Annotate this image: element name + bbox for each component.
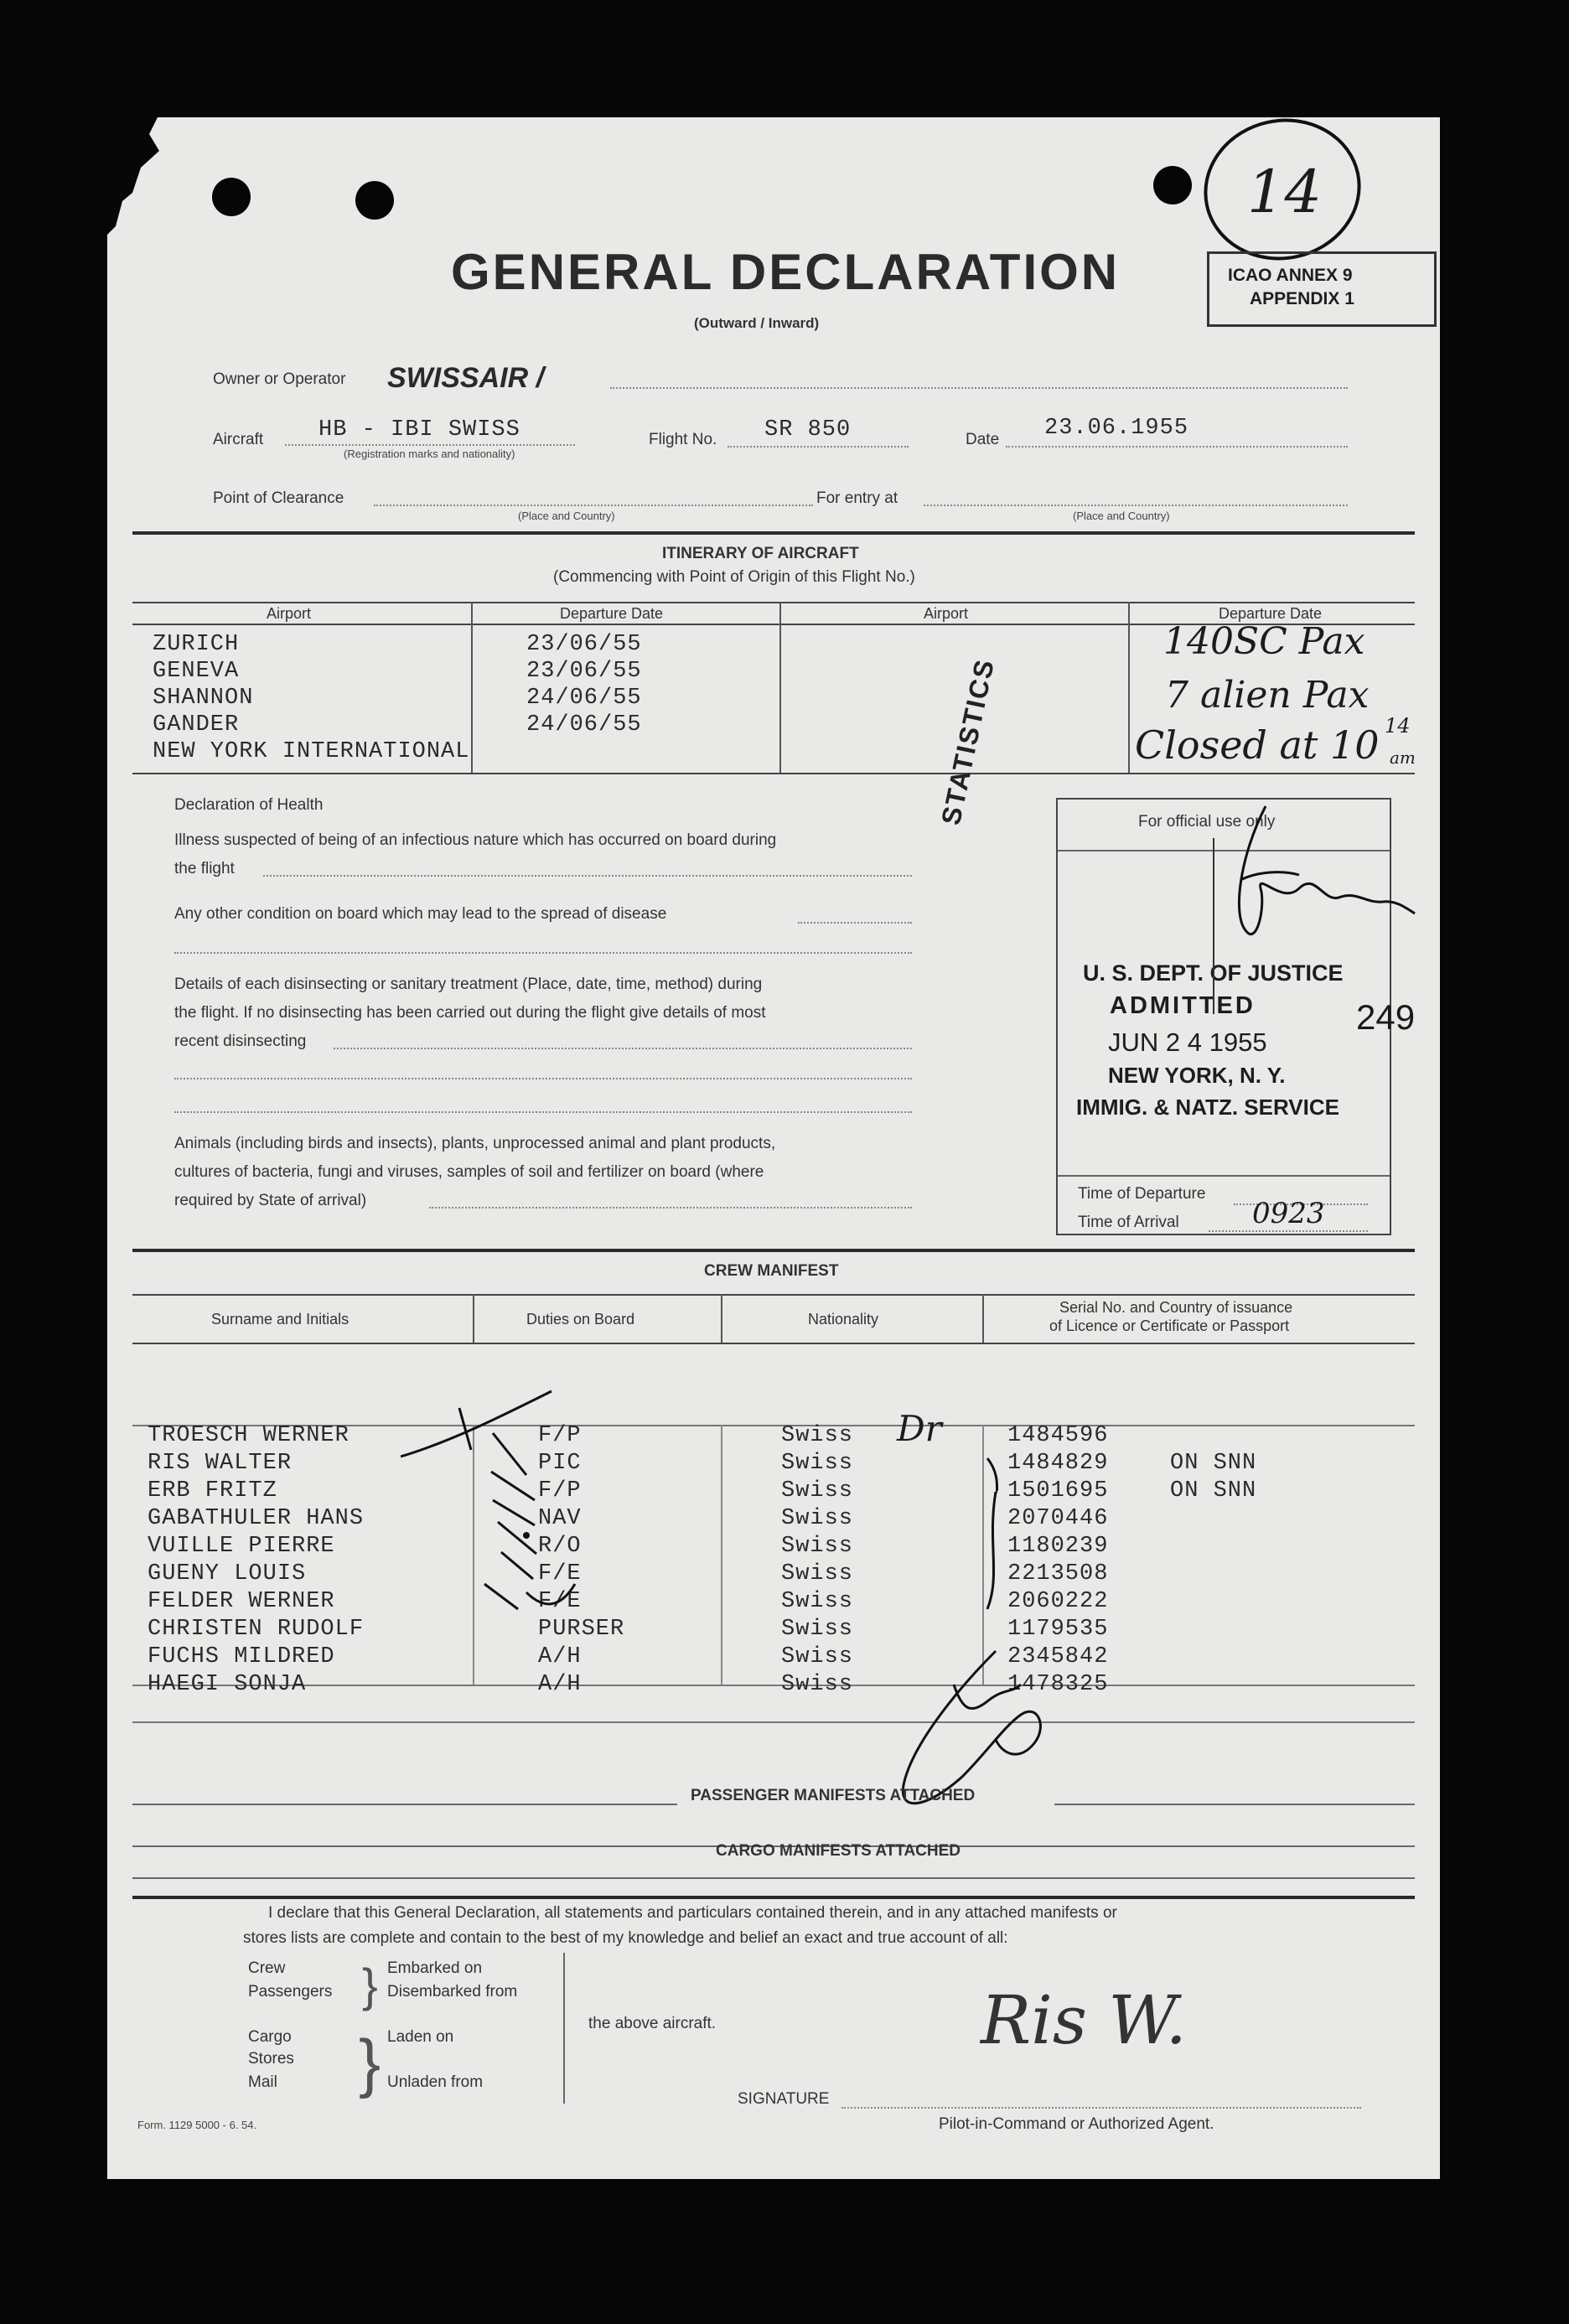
- crew-nationality: Swiss: [781, 1672, 854, 1697]
- crew-extra: ON SNN: [1170, 1451, 1257, 1476]
- itinerary-subtitle: (Commencing with Point of Origin of this Flight No.): [553, 568, 915, 586]
- page-number: 14: [1247, 158, 1323, 226]
- owner-label: Owner or Operator: [213, 370, 346, 388]
- crew-name: CHRISTEN RUDOLF: [148, 1617, 365, 1642]
- crew-col-name: Surname and Initials: [211, 1311, 350, 1328]
- health-q3-line3: recent disinsecting: [174, 1033, 307, 1050]
- crew-serial: 2070446: [1007, 1506, 1109, 1531]
- form-number: Form. 1129 5000 - 6. 54.: [137, 2119, 257, 2131]
- crew-title: CREW MANIFEST: [704, 1262, 839, 1280]
- itinerary-handwritten-2: 7 alien Pax: [1165, 674, 1370, 717]
- crew-extra: ON SNN: [1170, 1478, 1257, 1504]
- official-use-label: For official use only: [1138, 813, 1276, 831]
- health-q4-line1: Animals (including birds and insects), plants, unprocessed animal and plant products,: [174, 1135, 776, 1152]
- crew-nationality: Swiss: [781, 1589, 854, 1614]
- clearance-note: (Place and Country): [518, 510, 615, 522]
- crew-col-nationality: Nationality: [808, 1311, 879, 1328]
- crew-serial: 1179535: [1007, 1617, 1109, 1642]
- itinerary-date-4: 24/06/55: [526, 712, 642, 738]
- decl-disembarked: Disembarked from: [387, 1983, 518, 2001]
- time-of-arrival-value: 0923: [1252, 1197, 1325, 1230]
- crew-name: FUCHS MILDRED: [148, 1644, 335, 1669]
- crew-serial: 1478325: [1007, 1672, 1109, 1697]
- aircraft-note: (Registration marks and nationality): [344, 448, 515, 460]
- crew-nationality: Swiss: [781, 1478, 854, 1504]
- health-q1-line2: the flight: [174, 860, 235, 877]
- form-subtitle: (Outward / Inward): [694, 315, 820, 331]
- crew-serial: 1501695: [1007, 1478, 1109, 1504]
- aircraft-value: HB - IBI SWISS: [318, 417, 520, 443]
- crew-signature-scribble: [862, 1634, 1080, 1844]
- punch-hole-right: [1153, 166, 1192, 204]
- itinerary-airport-3: SHANNON: [153, 686, 254, 711]
- entry-note: (Place and Country): [1073, 510, 1170, 522]
- crew-name: TROESCH WERNER: [148, 1423, 350, 1448]
- clearance-label: Point of Clearance: [213, 489, 344, 507]
- health-q3-line1: Details of each disinsecting or sanitary treatment (Place, date, time, method) during: [174, 976, 763, 993]
- crew-nationality: Swiss: [781, 1644, 854, 1669]
- crew-nationality: Swiss: [781, 1561, 854, 1586]
- torn-corner: [107, 117, 174, 235]
- annex-line2: APPENDIX 1: [1250, 289, 1354, 308]
- crew-name: ERB FRITZ: [148, 1478, 277, 1504]
- declaration-form: [107, 117, 1440, 2179]
- itinerary-col-departure2: Departure Date: [1219, 605, 1323, 622]
- stamp-line2: ADMITTED: [1110, 992, 1256, 1019]
- declaration-line1: I declare that this General Declaration, all statements and particulars contained therein, and in any attached manifests or: [268, 1904, 1117, 1922]
- aircraft-label: Aircraft: [213, 431, 264, 448]
- punch-hole-center: [355, 181, 394, 220]
- itinerary-date-1: 23/06/55: [526, 632, 642, 657]
- crew-duty: F/P: [538, 1478, 582, 1504]
- crew-serial: 2060222: [1007, 1589, 1109, 1614]
- decl-embarked: Embarked on: [387, 1959, 483, 1977]
- itinerary-handwritten-3: Closed at 10: [1135, 722, 1380, 768]
- crew-name: HAEGI SONJA: [148, 1672, 307, 1697]
- crew-col-serial-line1: Serial No. and Country of issuance: [1059, 1299, 1293, 1316]
- annex-line1: ICAO ANNEX 9: [1228, 266, 1353, 285]
- crew-serial: 1484596: [1007, 1423, 1109, 1448]
- punch-hole-left: [212, 178, 251, 216]
- crew-name: GABATHULER HANS: [148, 1506, 365, 1531]
- crew-nationality: Swiss: [781, 1451, 854, 1476]
- decl-stores: Stores: [248, 2050, 294, 2068]
- crew-duty: R/O: [538, 1534, 582, 1559]
- crew-name: FELDER WERNER: [148, 1589, 335, 1614]
- itinerary-airport-5: NEW YORK INTERNATIONAL: [153, 739, 470, 764]
- decl-laden: Laden on: [387, 2028, 454, 2046]
- stamp-line3: JUN 2 4 1955: [1108, 1027, 1267, 1057]
- crew-nationality: Swiss: [781, 1534, 854, 1559]
- crew-serial: 2345842: [1007, 1644, 1109, 1669]
- itinerary-airport-4: GANDER: [153, 712, 240, 738]
- annex-box: [1207, 251, 1437, 327]
- crew-duty: NAV: [538, 1506, 582, 1531]
- crew-name: VUILLE PIERRE: [148, 1534, 335, 1559]
- form-title: GENERAL DECLARATION: [451, 244, 1121, 300]
- itinerary-date-3: 24/06/55: [526, 686, 642, 711]
- decl-passengers: Passengers: [248, 1983, 333, 2001]
- health-q2: Any other condition on board which may lead to the spread of disease: [174, 905, 667, 923]
- crew-duty: PURSER: [538, 1617, 625, 1642]
- time-of-departure-label: Time of Departure: [1078, 1185, 1206, 1203]
- official-signature: [1207, 805, 1425, 1022]
- crew-serial: 1484829: [1007, 1451, 1109, 1476]
- itinerary-airport-2: GENEVA: [153, 659, 240, 684]
- crew-nationality: Swiss: [781, 1617, 854, 1642]
- itinerary-handwritten-3-sub: am: [1390, 748, 1416, 768]
- crew-serial: 2213508: [1007, 1561, 1109, 1586]
- crew-annotation: Dr: [897, 1408, 942, 1449]
- statistics-stamp: STATISTICS: [935, 655, 1001, 828]
- crew-name: RIS WALTER: [148, 1451, 293, 1476]
- health-q3-line2: the flight. If no disinsecting has been carried out during the flight give details of most: [174, 1004, 766, 1022]
- time-of-arrival-label: Time of Arrival: [1078, 1214, 1179, 1231]
- decl-unladen: Unladen from: [387, 2073, 484, 2091]
- itinerary-col-airport: Airport: [267, 605, 312, 622]
- crew-col-duties: Duties on Board: [526, 1311, 635, 1328]
- flight-label: Flight No.: [649, 431, 717, 448]
- crew-duty: F/P: [538, 1423, 582, 1448]
- crew-serial: 1180239: [1007, 1534, 1109, 1559]
- health-q4-line2: cultures of bacteria, fungi and viruses, samples of soil and fertilizer on board (where: [174, 1163, 764, 1181]
- crew-nationality: Swiss: [781, 1506, 854, 1531]
- entry-label: For entry at: [816, 489, 898, 507]
- itinerary-handwritten-3-sup: 14: [1385, 714, 1411, 738]
- crew-nationality: Swiss: [781, 1423, 854, 1448]
- stamp-line1: U. S. DEPT. OF JUSTICE: [1083, 960, 1344, 986]
- itinerary-date-2: 23/06/55: [526, 659, 642, 684]
- pilot-label: Pilot-in-Command or Authorized Agent.: [939, 2115, 1214, 2133]
- brace-2: }: [359, 2026, 381, 2099]
- crew-duty: A/H: [538, 1644, 582, 1669]
- crew-duty: A/H: [538, 1672, 582, 1697]
- brace-1: }: [362, 1959, 378, 2011]
- cargo-manifests: CARGO MANIFESTS ATTACHED: [716, 1842, 961, 1860]
- health-q1-line1: Illness suspected of being of an infectious nature which has occurred on board during: [174, 831, 777, 849]
- itinerary-col-departure: Departure Date: [560, 605, 664, 622]
- declaration-line2: stores lists are complete and contain to the best of my knowledge and belief an exact and true account of all:: [243, 1929, 1008, 1947]
- crew-col-serial-line2: of Licence or Certificate or Passport: [1049, 1317, 1290, 1334]
- stamp-line4: NEW YORK, N. Y.: [1108, 1063, 1286, 1088]
- flight-value: SR 850: [764, 417, 852, 443]
- signature-label: SIGNATURE: [738, 2090, 830, 2108]
- owner-value: SWISSAIR /: [387, 362, 545, 394]
- decl-cargo: Cargo: [248, 2028, 292, 2046]
- stamp-line5: IMMIG. & NATZ. SERVICE: [1076, 1095, 1339, 1120]
- passenger-manifests: PASSENGER MANIFESTS ATTACHED: [691, 1787, 976, 1804]
- itinerary-col-airport2: Airport: [924, 605, 969, 622]
- official-number: 249: [1356, 997, 1416, 1037]
- date-value: 23.06.1955: [1044, 416, 1189, 441]
- decl-aircraft: the above aircraft.: [588, 2015, 717, 2032]
- itinerary-handwritten-1: 140SC Pax: [1163, 620, 1365, 663]
- decl-mail: Mail: [248, 2073, 277, 2091]
- crew-duty: PIC: [538, 1451, 582, 1476]
- itinerary-title: ITINERARY OF AIRCRAFT: [662, 545, 859, 562]
- itinerary-airport-1: ZURICH: [153, 632, 240, 657]
- health-title: Declaration of Health: [174, 796, 324, 814]
- crew-duty: F/E: [538, 1589, 582, 1614]
- crew-name: GUENY LOUIS: [148, 1561, 307, 1586]
- signature-value: Ris W.: [981, 1981, 1187, 2059]
- date-label: Date: [966, 431, 1000, 448]
- health-q4-line3: required by State of arrival): [174, 1192, 367, 1209]
- decl-crew: Crew: [248, 1959, 286, 1977]
- crew-duty: F/E: [538, 1561, 582, 1586]
